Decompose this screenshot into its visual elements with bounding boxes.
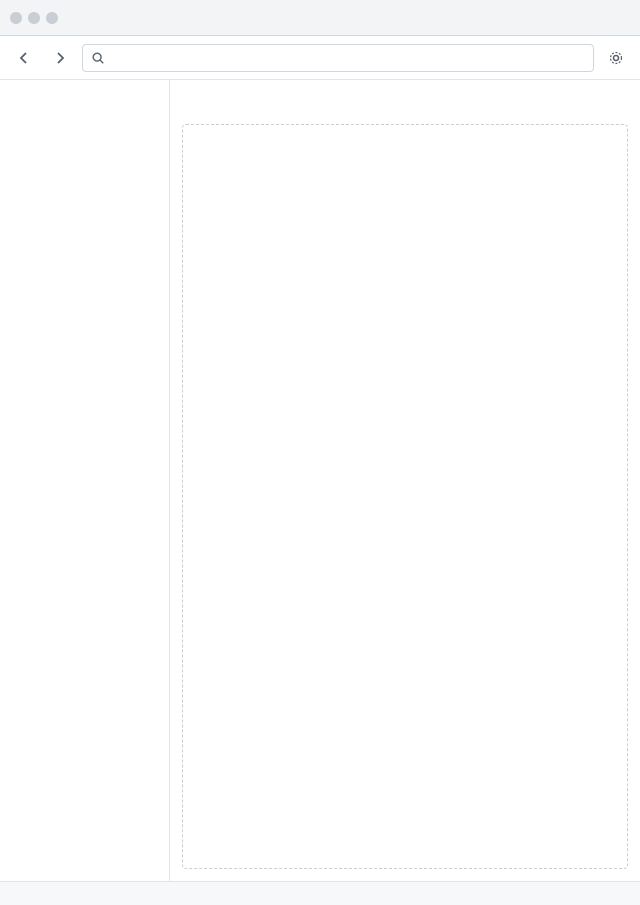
app-body: [0, 80, 640, 881]
gear-icon: [608, 50, 624, 66]
search-icon: [91, 51, 105, 65]
settings-button[interactable]: [602, 44, 630, 72]
arrow-right-icon: [52, 50, 68, 66]
main-panel: [170, 80, 640, 881]
forward-button[interactable]: [46, 44, 74, 72]
sidebar: [0, 80, 170, 881]
page-title: [182, 92, 628, 114]
title-bar: [0, 0, 640, 36]
search-box: [82, 44, 594, 72]
search-input[interactable]: [111, 50, 585, 65]
arrow-left-icon: [16, 50, 32, 66]
content-area: [182, 124, 628, 869]
minimize-window-button[interactable]: [28, 12, 40, 24]
maximize-window-button[interactable]: [46, 12, 58, 24]
close-window-button[interactable]: [10, 12, 22, 24]
toolbar: [0, 36, 640, 80]
window-controls: [10, 12, 58, 24]
status-bar: [0, 881, 640, 905]
back-button[interactable]: [10, 44, 38, 72]
